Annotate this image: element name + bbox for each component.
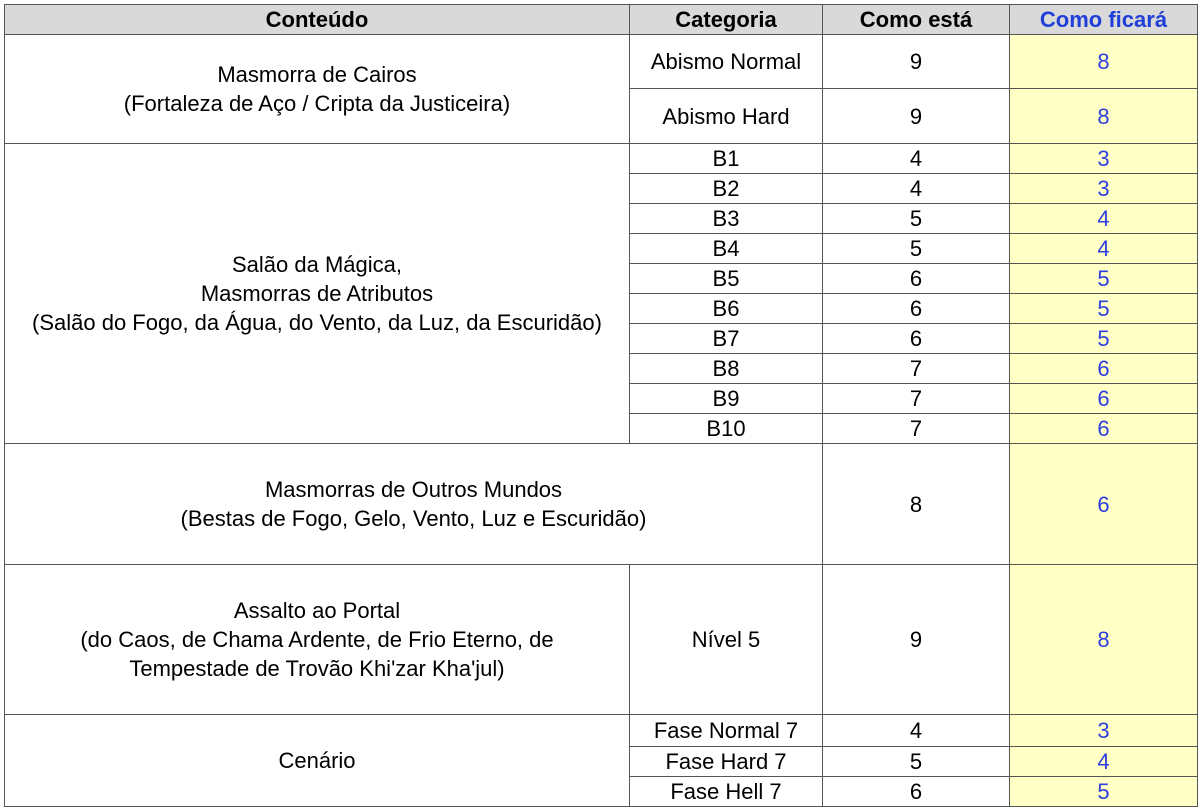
header-row [5, 5, 1198, 35]
table-row [5, 35, 1198, 89]
content-cell [5, 715, 630, 807]
current-value-cell: 5 [823, 747, 1010, 777]
current-value-cell: 6 [823, 294, 1010, 324]
current-value-cell: 7 [823, 384, 1010, 414]
current-value-cell: 9 [823, 565, 1010, 715]
table-row [5, 565, 1198, 715]
content-line: Tempestade de Trovão Khi'zar Kha'jul) [129, 656, 505, 681]
current-value-cell: 8 [823, 444, 1010, 565]
current-value-cell: 9 [823, 35, 1010, 89]
content-line: Salão da Mágica, [232, 252, 402, 277]
new-value-cell: 8 [1010, 89, 1198, 144]
table-row [5, 715, 1198, 747]
current-value-cell: 7 [823, 414, 1010, 444]
content-line: Assalto ao Portal [233, 598, 401, 623]
content-line: Cenário [278, 748, 356, 773]
category-cell: B1 [630, 144, 823, 174]
category-cell: B2 [630, 174, 823, 204]
category-cell: B4 [630, 234, 823, 264]
category-cell: Nível 5 [630, 565, 823, 715]
header-new: Como ficará [1010, 5, 1198, 35]
table-row [5, 144, 1198, 174]
changes-table [4, 4, 1198, 807]
category-cell: Abismo Normal [630, 35, 823, 89]
new-value-cell: 4 [1010, 204, 1198, 234]
content-line: Masmorra de Cairos [217, 62, 417, 87]
category-cell: B9 [630, 384, 823, 414]
header-current: Como está [823, 5, 1010, 35]
new-value-cell: 4 [1010, 234, 1198, 264]
content-line: (Salão do Fogo, da Água, do Vento, da Luz, da Escuridão) [32, 310, 602, 335]
current-value-cell: 4 [823, 174, 1010, 204]
new-value-cell: 5 [1010, 324, 1198, 354]
content-line: (do Caos, de Chama Ardente, de Frio Eterno, de [80, 627, 554, 652]
category-cell: B6 [630, 294, 823, 324]
new-value-cell: 8 [1010, 35, 1198, 89]
category-cell: B10 [630, 414, 823, 444]
table-body [5, 35, 1198, 807]
new-value-cell: 8 [1010, 565, 1198, 715]
current-value-cell: 4 [823, 715, 1010, 747]
category-cell: B7 [630, 324, 823, 354]
category-cell: Fase Hard 7 [630, 747, 823, 777]
new-value-cell: 5 [1010, 264, 1198, 294]
content-line: Masmorras de Atributos [200, 281, 434, 306]
category-cell: Fase Normal 7 [630, 715, 823, 747]
content-cell [5, 444, 823, 565]
new-value-cell: 3 [1010, 715, 1198, 747]
content-line: Masmorras de Outros Mundos [264, 477, 563, 502]
new-value-cell: 4 [1010, 747, 1198, 777]
new-value-cell: 3 [1010, 174, 1198, 204]
new-value-cell: 6 [1010, 354, 1198, 384]
new-value-cell: 5 [1010, 294, 1198, 324]
current-value-cell: 6 [823, 264, 1010, 294]
current-value-cell: 7 [823, 354, 1010, 384]
new-value-cell: 3 [1010, 144, 1198, 174]
new-value-cell: 5 [1010, 777, 1198, 807]
content-line: (Bestas de Fogo, Gelo, Vento, Luz e Escuridão) [180, 506, 647, 531]
new-value-cell: 6 [1010, 444, 1198, 565]
new-value-cell: 6 [1010, 414, 1198, 444]
current-value-cell: 5 [823, 234, 1010, 264]
content-cell [5, 144, 630, 444]
category-cell: B3 [630, 204, 823, 234]
header-category: Categoria [630, 5, 823, 35]
table-row [5, 444, 1198, 565]
content-line: (Fortaleza de Aço / Cripta da Justiceira) [123, 91, 511, 116]
current-value-cell: 6 [823, 324, 1010, 354]
category-cell: Abismo Hard [630, 89, 823, 144]
new-value-cell: 6 [1010, 384, 1198, 414]
category-cell: Fase Hell 7 [630, 777, 823, 807]
category-cell: B8 [630, 354, 823, 384]
current-value-cell: 4 [823, 144, 1010, 174]
current-value-cell: 6 [823, 777, 1010, 807]
content-cell [5, 35, 630, 144]
category-cell: B5 [630, 264, 823, 294]
header-content: Conteúdo [5, 5, 630, 35]
current-value-cell: 9 [823, 89, 1010, 144]
content-cell [5, 565, 630, 715]
current-value-cell: 5 [823, 204, 1010, 234]
